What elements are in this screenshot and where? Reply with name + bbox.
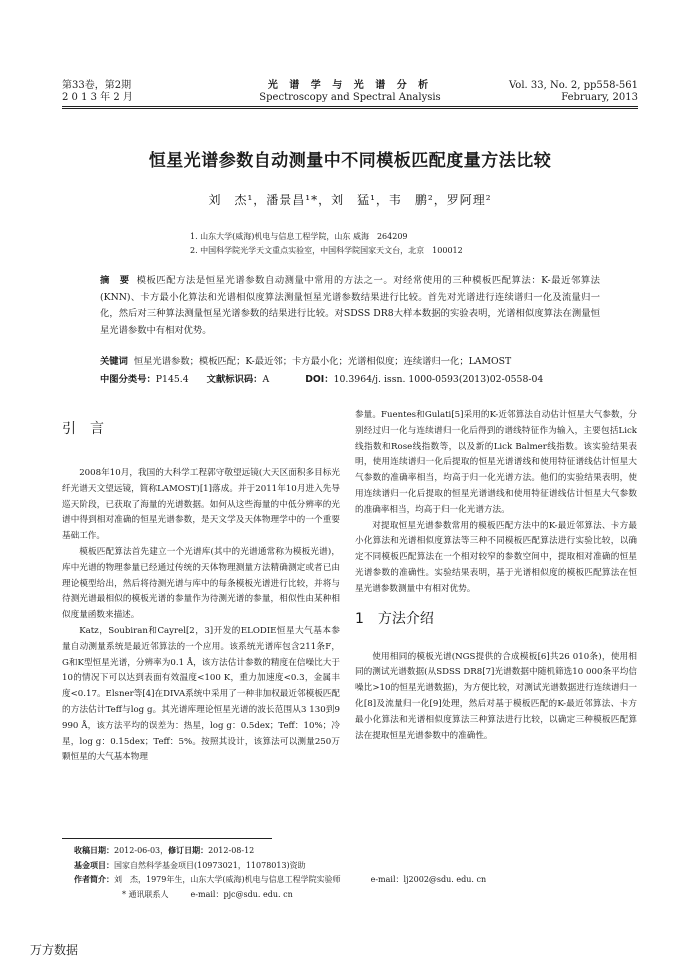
footnotes: [74, 844, 486, 902]
keywords-label: 关键词: [100, 356, 128, 367]
bio-email: e-mail：lj2002@sdu. edu. cn: [370, 875, 487, 884]
footnote-rule: [62, 838, 272, 839]
date-en: February, 2013: [561, 92, 638, 103]
doc-code-value: A: [262, 374, 270, 385]
received-date: 2012-06-03，: [114, 846, 169, 855]
header-rule-thin: [62, 108, 638, 109]
author-list: 刘 杰¹，潘景昌¹*，刘 猛¹，韦 鹏²，罗阿理²: [208, 193, 492, 207]
journal-name-cn: 光 谱 学 与 光 谱 分 析: [267, 80, 433, 91]
footnote-bio: [74, 873, 486, 888]
affiliation-2: 2. 中国科学院光学天文重点实验室，中国科学院国家天文台，北京 100012: [190, 246, 463, 255]
clc-value: P145.4: [155, 374, 189, 385]
revised-date: 2012-08-12: [208, 846, 255, 855]
abstract: [100, 273, 600, 339]
doc-code-label: 文献标识码：: [206, 374, 263, 385]
journal-name-en: Spectroscopy and Spectral Analysis: [259, 92, 441, 103]
methods-paragraph-1: 使用相同的模板光谱(NGS提供的合成模板[6]共26 010条)，使用相同的测试光谱数据(从SDSS DR8[7]光谱数据中随机筛选10 000条平均信噪比>10的恒星光谱数据)，为方便比较，对测试光谱数据进行连续谱归一化[8]及流量归一化[9]处理，然后对基于模板匹配的K-最近邻算法、卡方最小化算法和光谱相似度算法三种算法进行比较，以确定三种模板匹配算法在提取恒星光谱参数中的准确性。: [355, 651, 637, 741]
volume-cn: 第33卷，第2期: [62, 80, 132, 91]
bio-label: 作者简介：: [74, 875, 114, 884]
volume-en: Vol. 33, No. 2, pp558-561: [509, 80, 638, 91]
keywords-text: 恒星光谱参数；模板匹配；K-最近邻；卡方最小化；光谱相似度；连续谱归一化；LAMOST: [133, 356, 512, 367]
left-column: [62, 408, 340, 766]
bio-text: 刘 杰，1979年生，山东大学(威海)机电与信息工程学院实验师: [114, 875, 341, 884]
abstract-text: 模板匹配方法是恒星光谱参数自动测量中常用的方法之一。对经常使用的三种模板匹配算法：K-最近邻算法(KNN)、卡方最小化算法和光谱相似度算法测量恒星光谱参数结果进行比较。首先对光谱进行连续谱归一化及流量归一化，然后对三种算法测量恒星光谱参数的结果进行比较。对SDSS DR8大样本数据的实验表明，光谱相似度算法在测量恒星光谱参数中有相对优势。: [100, 275, 600, 336]
section-heading-methods: 1 方法介绍: [355, 610, 434, 627]
intro-paragraph-3: Katz，Soubiran和Cayrel[2，3]开发的ELODIE恒星大气基本参量自动测量系统是最近邻算法的一个应用。该系统光谱库包含211条F，G和K型恒星光谱，分辨率为0.1 Å，该方法估计参数的精度在信噪比大于10的情况下可以达到表面有效温度<100 K，重力加速度<0.3，金属丰度<0.17。Elsner等[4]在DIVA系统中采用了一种非加权最近邻模板匹配的方法估计Teff与log g。其光谱库理论恒星光谱的波长范围从3 130到9 990 Å，该方法平均的误差为：热星，log g：0.5dex；Teff：10%；冷星，log g：0.15dex；Teff：5%。按照其设计，该算法可以测量250万颗恒星的大气基本物理: [62, 625, 340, 763]
corresponding-label: * 通讯联系人: [122, 889, 169, 899]
abstract-label: 摘 要: [100, 275, 130, 286]
running-header-right: [509, 80, 638, 104]
corresponding-email: e-mail：pjc@sdu. edu. cn: [190, 889, 293, 899]
right-paragraph-1: 参量。Fuentes和Gulati[5]采用的K-近邻算法自动估计恒星大气参数，分别经过归一化与连续谱归一化后得到的谱线特征作为输入，主要包括Lick线指数和Rose线指数等，以及新的Lick Balmer线指数。该实验结果表明，使用连续谱归一化后提取的恒星光谱谱线和使用特征谱线估计恒星大气参数的准确率相当，均高于归一化光谱方法。他们的实验结果表明，使用连续谱归一化后提取的恒星光谱谱线和使用特征谱线估计恒星大气参数的准确率相当，均高于归一化光谱方法。: [355, 410, 637, 515]
keywords: [100, 354, 600, 370]
doi-value: 10.3964/j. issn. 1000-0593(2013)02-0558-04: [333, 374, 544, 385]
affiliations: [190, 230, 463, 258]
footnote-fund: [74, 859, 486, 874]
section-heading-intro: 引 言: [62, 421, 104, 437]
header-rule: [62, 106, 638, 107]
fund-label: 基金项目：: [74, 860, 114, 870]
revised-label: 修订日期：: [168, 846, 209, 855]
footnote-corresponding: [74, 888, 486, 903]
paper-title: 恒星光谱参数自动测量中不同模板匹配度量方法比较: [148, 151, 552, 171]
affiliation-1: 1. 山东大学(威海)机电与信息工程学院，山东 威海 264209: [190, 232, 408, 241]
date-cn: 2 0 1 3 年 2 月: [62, 92, 133, 103]
clc-label: 中图分类号：: [100, 374, 156, 385]
intro-paragraph-2: 模板匹配算法首先建立一个光谱库(其中的光谱通常称为模板光谱)，库中光谱的物理参量已经通过传统的天体物理测量方法精确测定或者已由理论模型给出，然后将待测光谱与库中的每条模板光谱进行比较，并将与待测光谱最相似的模板光谱的参量作为待测光谱的参量，相似性由某种相似度量函数来描述。: [62, 546, 340, 621]
received-label: 收稿日期：: [74, 846, 114, 855]
footnote-dates: [74, 844, 486, 859]
fund-text: 国家自然科学基金项目(10973021，11078013)资助: [114, 860, 306, 870]
doi-label: DOI：: [305, 374, 334, 385]
right-column: [355, 408, 637, 744]
right-paragraph-2: 对提取恒星光谱参数常用的模板匹配方法中的K-最近邻算法、卡方最小化算法和光谱相似度算法等三种不同模板匹配算法进行实验比较，以确定不同模板匹配算法在一个相对较窄的参数空间中，提取相对准确的恒星光谱参数的准确性。实验结果表明，基于光谱相似度的模板匹配算法在恒星光谱参数测量中有相对优势。: [355, 520, 637, 594]
watermark-text: 万方数据: [30, 943, 79, 957]
intro-paragraph-1: 2008年10月，我国的大科学工程郭守敬望远镜(大天区面积多目标光纤光谱天文望远镜，简称LAMOST)[1]落成。并于2011年10月进入先导巡天阶段，已获取了海量的光谱数据。如何从这些海量的中低分辨率的光谱中得到相对准确的恒星光谱参数，是天文学及天体物理学中的一个重要基础工作。: [62, 468, 340, 542]
classification-line: [100, 372, 620, 388]
